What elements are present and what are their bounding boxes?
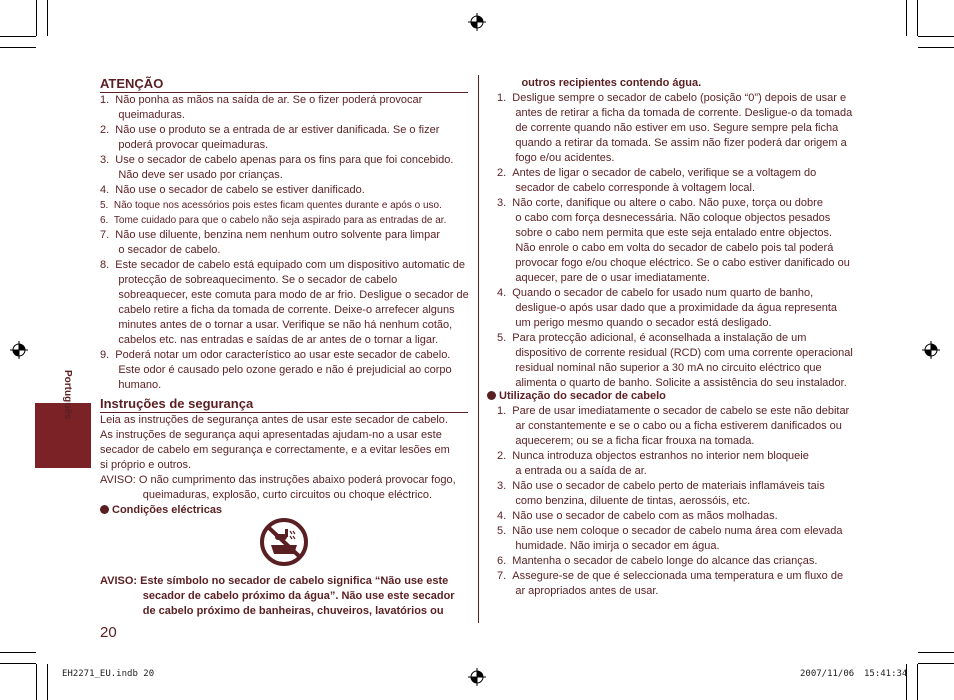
crop-mark <box>47 0 48 36</box>
footer-date: 2007/11/06 <box>800 669 855 679</box>
text-line: 9. Poderá notar um odor característico ao usar este secador de cabelo. <box>100 349 451 361</box>
crop-mark <box>0 652 36 653</box>
text-line: o cabo com força desnecessária. Não coloque objectos pesados <box>497 212 831 224</box>
text-line: minutes antes de o tornar a usar. Verifique se não há nenhum cotão, <box>100 319 453 331</box>
registration-mark-icon <box>922 341 940 359</box>
text-line: de cabelo próximo de banheiras, chuveiros, lavatórios ou <box>100 605 444 617</box>
bullet-icon <box>100 505 109 514</box>
crop-mark <box>0 36 36 37</box>
crop-mark <box>918 36 954 37</box>
attention-heading: ATENÇÃO <box>100 76 468 93</box>
text-line: 4. Não use o secador de cabelo se estiver danificado. <box>100 184 365 196</box>
text-line: Não enrole o cabo em volta do secador de cabelo pois tal poderá <box>497 242 834 254</box>
language-label: Português <box>62 370 73 420</box>
text-line: 7. Não use diluente, benzina nem nenhum outro solvente para limpar <box>100 229 440 241</box>
text-line: 5. Para protecção adicional, é aconselhada a instalação de um <box>497 332 807 344</box>
registration-mark-icon <box>10 341 28 359</box>
text-line: sobreaquecer, este comuta para modo de ar frio. Desligue o secador de <box>100 289 469 301</box>
text-line: poderá provocar queimaduras. <box>100 139 269 151</box>
no-water-warning-icon <box>259 517 309 567</box>
text-line: antes de retirar a ficha da tomada de corrente. Desligue-o da tomada <box>497 107 853 119</box>
crop-mark <box>918 663 954 664</box>
text-line: cabelos etc. nas entradas e saídas de ar antes de o tornar a ligar. <box>100 334 439 346</box>
text-line: 5. Não toque nos acessórios pois estes ficam quentes durante e após o uso. <box>100 200 442 211</box>
page-number: 20 <box>100 624 117 641</box>
text-line: 3. Não use o secador de cabelo perto de materiais inflamáveis tais <box>497 480 825 492</box>
registration-mark-icon <box>468 668 486 686</box>
text-line: ar constantemente e se o cabo ou a ficha estiverem danificados ou <box>497 420 842 432</box>
text-line: si próprio e outros. <box>100 459 192 471</box>
safety-heading: Instruções de segurança <box>100 396 468 413</box>
text-line: como benzina, diluente de tintas, aerossóis, etc. <box>497 495 751 507</box>
text-line: um perigo mesmo quando o secador está desligado. <box>497 317 772 329</box>
text-line: quando a retirar da tomada. Se assim não fizer poderá dar origem a <box>497 137 847 149</box>
crop-mark <box>36 0 37 36</box>
text-line: 4. Não use o secador de cabelo com as mãos molhadas. <box>497 510 778 522</box>
text-line: 3. Não corte, danifique ou altere o cabo. Não puxe, torça ou dobre <box>497 197 823 209</box>
registration-mark-icon <box>468 13 486 31</box>
text-line: humidade. Não imirja o secador em água. <box>497 540 720 552</box>
crop-mark <box>0 47 36 48</box>
text-line: aquecerem; ou se a ficha ficar frouxa na tomada. <box>497 435 755 447</box>
bullet-icon <box>487 391 496 400</box>
text-line: AVISO: Este símbolo no secador de cabelo significa “Não use este <box>100 575 449 587</box>
text-line: queimaduras. <box>100 109 185 121</box>
crop-mark <box>36 664 37 700</box>
crop-mark <box>47 664 48 700</box>
crop-mark <box>906 0 907 36</box>
text-line: 6. Tome cuidado para que o cabelo não seja aspirado para as entradas de ar. <box>100 215 447 226</box>
text-line: secador de cabelo corresponde à voltagem local. <box>497 182 756 194</box>
text-line: a entrada ou a saída de ar. <box>497 465 647 477</box>
usage-heading-text: Utilização do secador de cabelo <box>499 390 666 402</box>
text-line: 2. Nunca introduza objectos estranhos no interior nem bloqueie <box>497 450 809 462</box>
text-line: 8. Este secador de cabelo está equipado com um dispositivo automatic de <box>100 259 466 271</box>
text-line: Não deve ser usado por crianças. <box>100 169 283 181</box>
text-line: sobre o cabo nem permita que este seja entalado entre objectos. <box>497 227 833 239</box>
footer-file: EH2271_EU.indb 20 <box>62 669 155 679</box>
text-line: 4. Quando o secador de cabelo for usado num quarto de banho, <box>497 287 814 299</box>
text-line: desligue-o após usar dado que a proximidade da água representa <box>497 302 838 314</box>
text-line: Este odor é causado pelo ozone gerado e não é prejudicial ao corpo <box>100 364 452 376</box>
text-line: de corrente quando não estiver em uso. Segure sempre pela ficha <box>497 122 839 134</box>
text-line: Leia as instruções de segurança antes de usar este secador de cabelo. <box>100 414 448 426</box>
text-line: ar apropriados antes de usar. <box>497 585 659 597</box>
text-line: AVISO: O não cumprimento das instruções abaixo poderá provocar fogo, <box>100 474 456 486</box>
text-line: secador de cabelo próximo da água”. Não use este secador <box>100 590 455 602</box>
text-line: 2. Antes de ligar o secador de cabelo, verifique se a voltagem do <box>497 167 817 179</box>
text-line: outros recipientes contendo água. <box>497 77 702 89</box>
column-divider <box>478 75 479 623</box>
text-line: cabelo retire a ficha da tomada de corrente. Deixe-o arrefecer alguns <box>100 304 455 316</box>
text-line: o secador de cabelo. <box>100 244 221 256</box>
crop-mark <box>0 663 36 664</box>
text-line: 6. Mantenha o secador de cabelo longe do alcance das crianças. <box>497 555 818 567</box>
text-line: aquecer, pare de o usar imediatamente. <box>497 272 710 284</box>
text-line: 7. Assegure-se de que é seleccionada uma temperatura e um fluxo de <box>497 570 844 582</box>
electrical-heading <box>100 503 222 518</box>
crop-mark <box>918 652 954 653</box>
text-line: secador de cabelo em segurança e correctamente, e a evitar lesões em <box>100 444 450 456</box>
crop-mark <box>917 0 918 36</box>
text-line: dispositivo de corrente residual (RCD) com uma corrente operacional <box>497 347 853 359</box>
text-line: provocar fogo e/ou choque eléctrico. Se o cabo estiver danificado ou <box>497 257 850 269</box>
text-line: alimenta o quarto de banho. Solicite a assistência do seu instalador. <box>497 377 847 389</box>
usage-heading <box>487 389 666 404</box>
crop-mark <box>917 664 918 700</box>
text-line: residual nominal não superior a 30 mA no circuito eléctrico que <box>497 362 822 374</box>
text-line: fogo e/ou acidentes. <box>497 152 615 164</box>
text-line: 3. Use o secador de cabelo apenas para os fins para que foi concebido. <box>100 154 454 166</box>
text-line: 5. Não use nem coloque o secador de cabelo numa área com elevada <box>497 525 843 537</box>
text-line: protecção de sobreaquecimento. Se o secador de cabelo <box>100 274 398 286</box>
text-line: 1. Não ponha as mãos na saída de ar. Se o fizer poderá provocar <box>100 94 423 106</box>
text-line: 1. Desligue sempre o secador de cabelo (posição “0”) depois de usar e <box>497 92 847 104</box>
text-line: 1. Pare de usar imediatamente o secador de cabelo se este não debitar <box>497 405 850 417</box>
crop-mark <box>918 47 954 48</box>
electrical-heading-text: Condições eléctricas <box>112 504 223 516</box>
text-line: queimaduras, explosão, curto circuitos ou choque eléctrico. <box>100 489 432 501</box>
text-line: 2. Não use o produto se a entrada de ar estiver danificada. Se o fizer <box>100 124 440 136</box>
text-line: humano. <box>100 379 162 391</box>
footer-time: 15:41:34 <box>864 669 908 679</box>
text-line: As instruções de segurança aqui apresentadas ajudam-no a usar este <box>100 429 442 441</box>
